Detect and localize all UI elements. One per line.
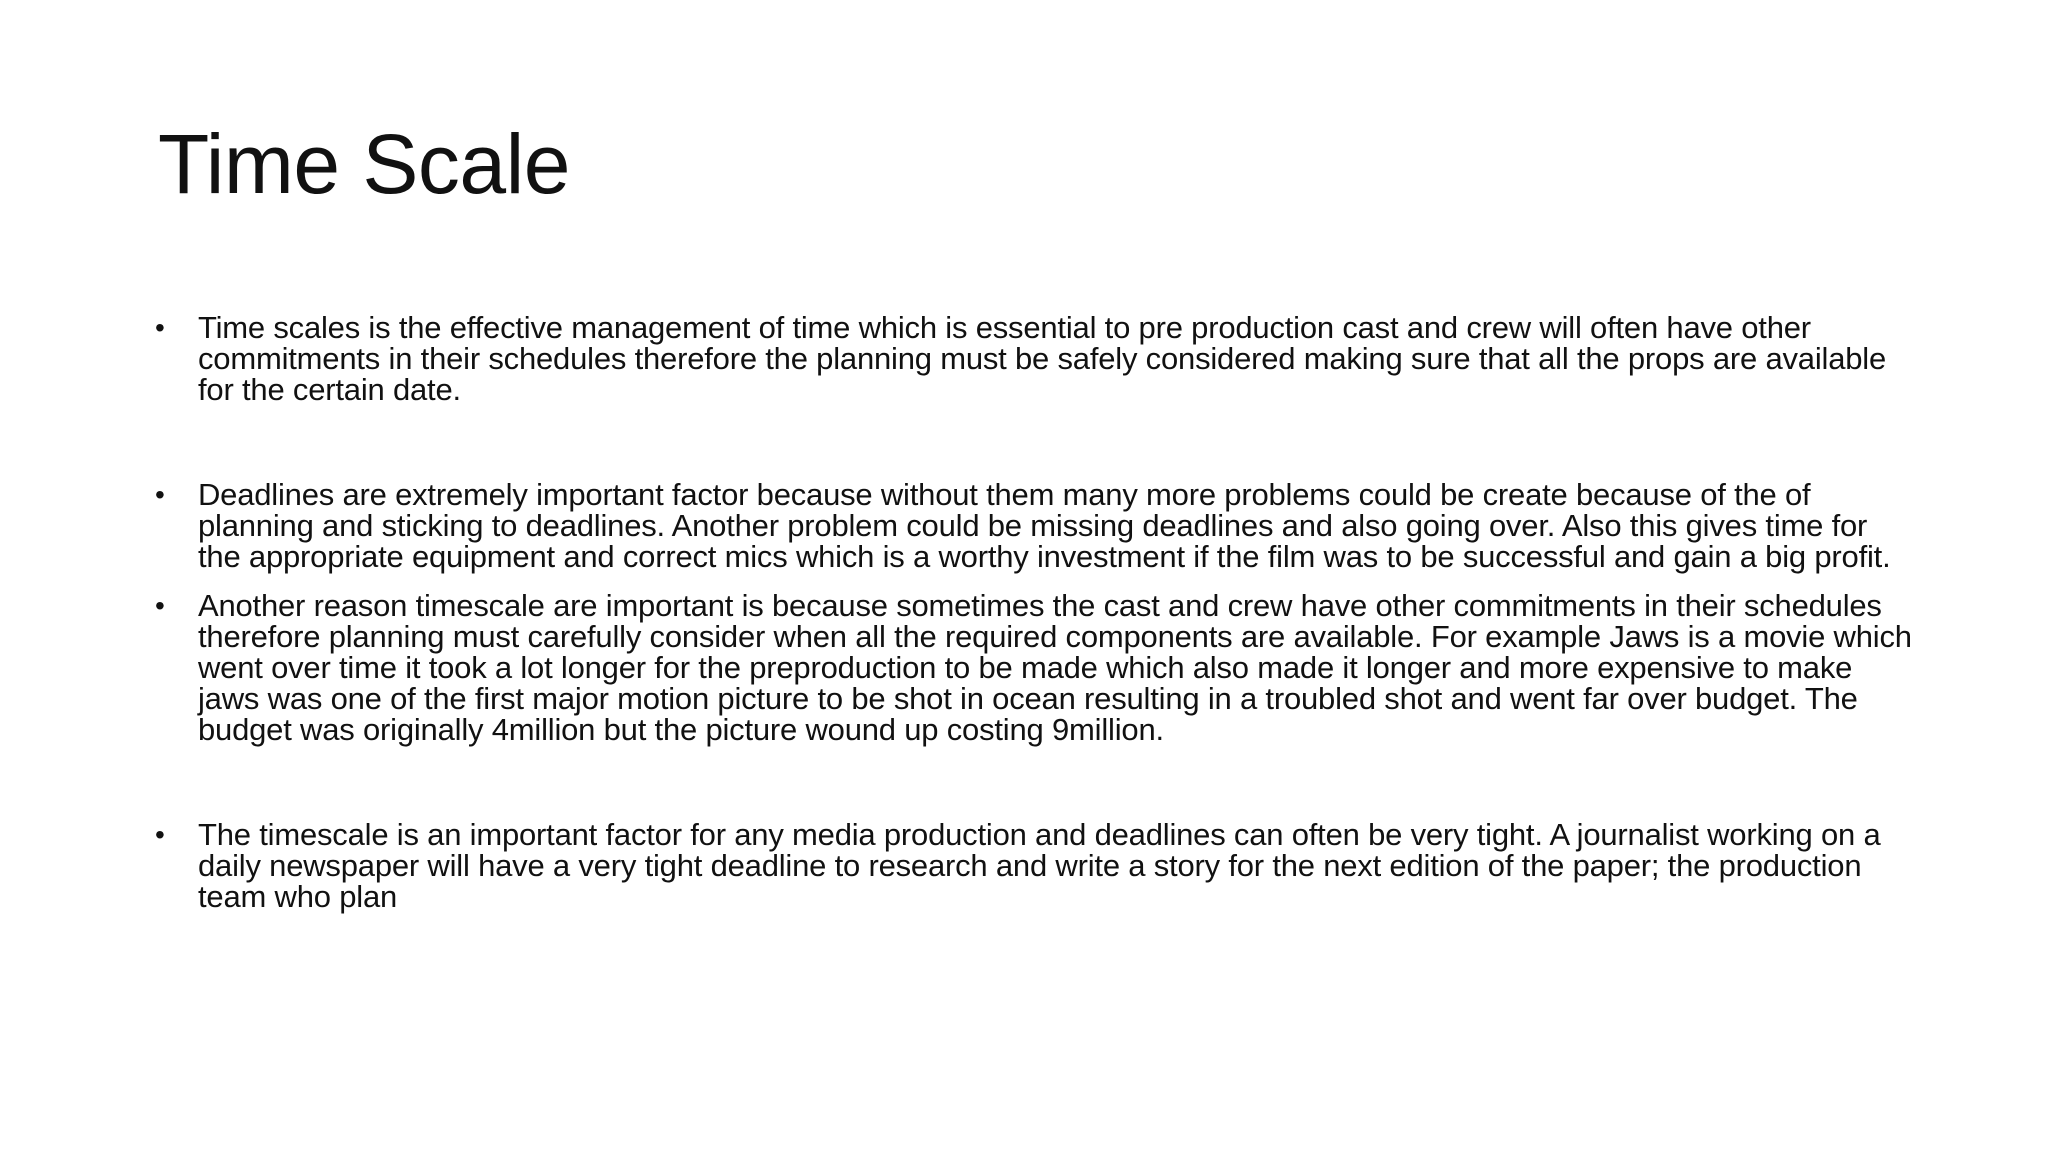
bullet-item [155, 479, 1915, 572]
bullet-marker: • [155, 819, 165, 850]
bullet-text: Deadlines are extremely important factor because without them many more problems could be create because of the of planning and sticking to deadlines. Another problem could be missing deadlines and also going over. Also this gives time for the appropriate equipment and correct mics which is a worthy investment if the film was to be successful and gain a big profit. [198, 477, 1891, 574]
bullet-text: Time scales is the effective management of time which is essential to pre production cast and crew will often have other commitments in their schedules therefore the planning must be safely considered making sure that all the props are available for the certain date. [198, 310, 1887, 407]
bullet-item [155, 590, 1915, 745]
slide-title: Time Scale [158, 117, 571, 211]
bullet-item [155, 819, 1915, 912]
bullet-marker: • [155, 312, 165, 343]
bullet-marker: • [155, 590, 165, 621]
bullet-text: The timescale is an important factor for any media production and deadlines can often be very tight. A journalist working on a daily newspaper will have a very tight deadline to research and write a story for the next edition of the paper; the production team who plan [198, 817, 1881, 914]
bullet-item [155, 312, 1915, 405]
bullet-text: Another reason timescale are important is because sometimes the cast and crew have other commitments in their schedules therefore planning must carefully consider when all the required components are available. For example Jaws is a movie which went over time it took a lot longer for the preproduction to be made which also made it longer and more expensive to make jaws was one of the first major motion picture to be shot in ocean resulting in a troubled shot and went far over budget. The budget was originally 4million but the picture wound up costing 9million. [198, 588, 1912, 747]
bullet-marker: • [155, 479, 165, 510]
bullet-list [155, 312, 1915, 912]
